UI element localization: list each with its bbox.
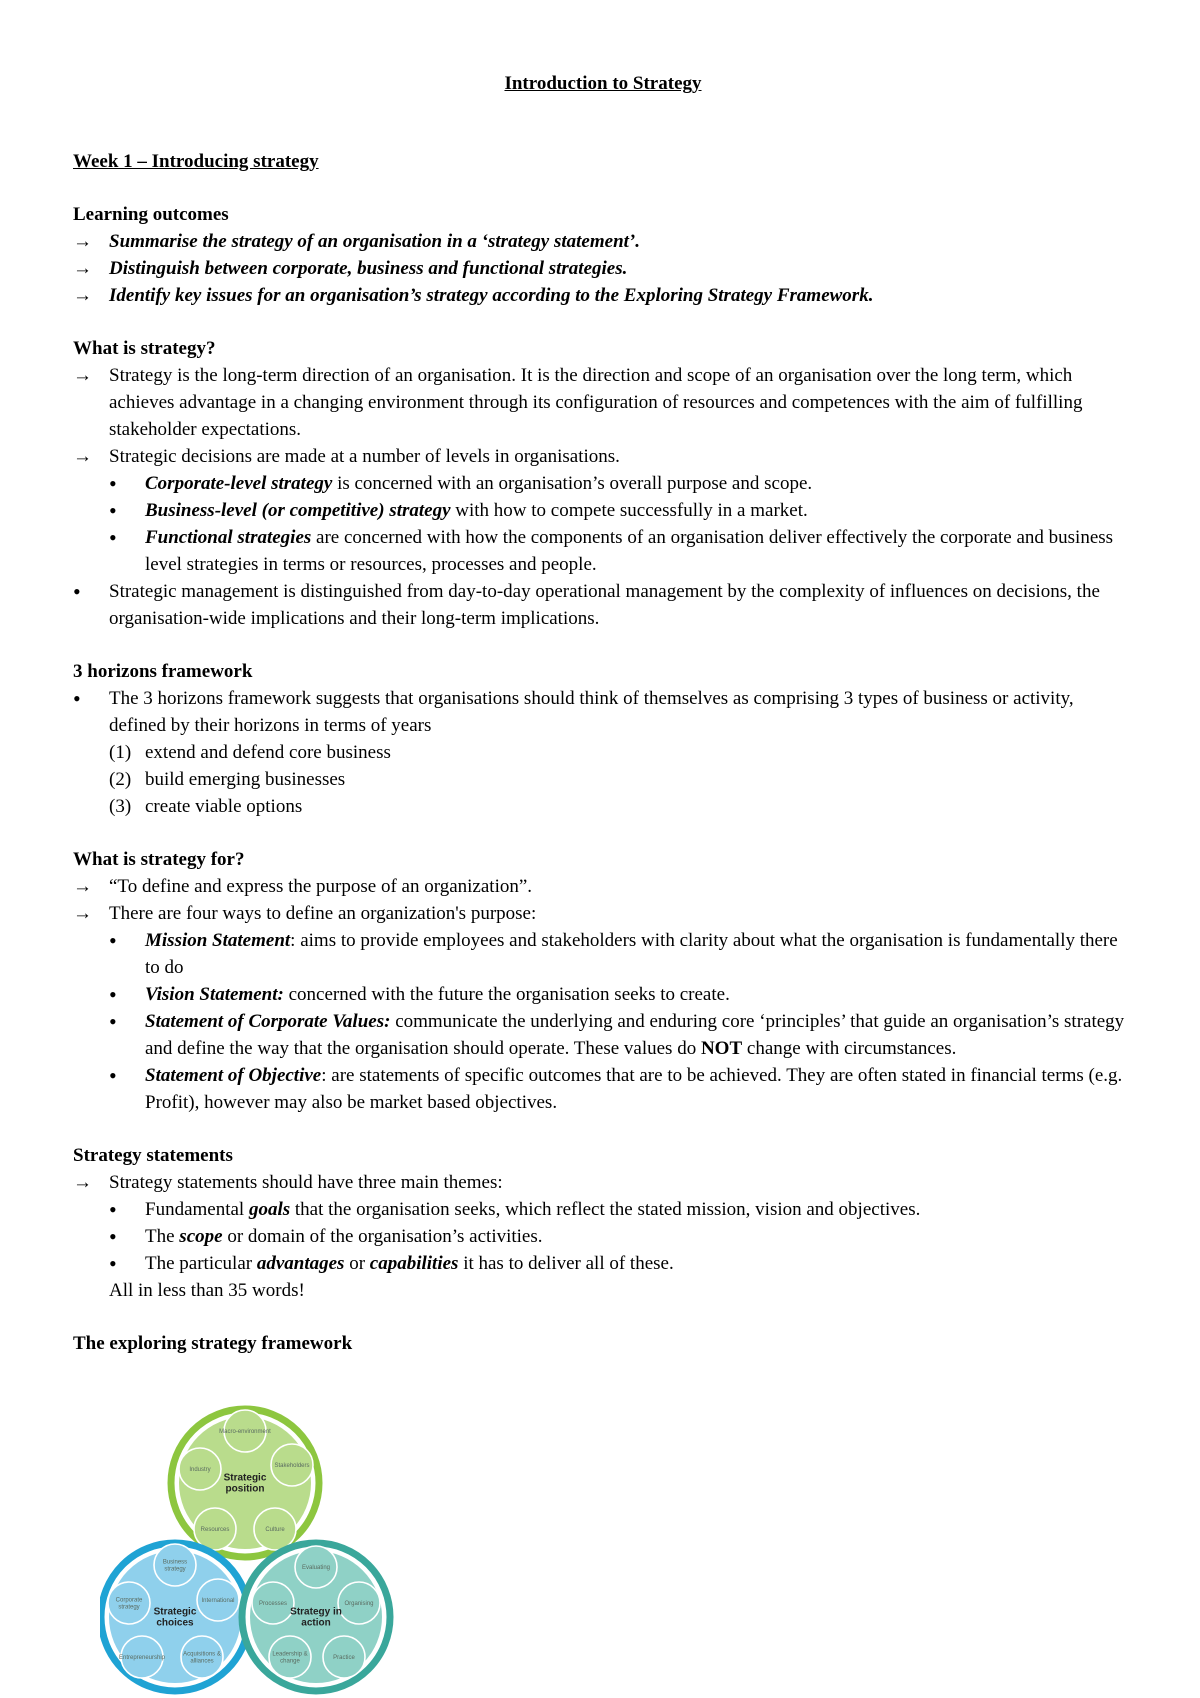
arrow-icon: →	[73, 258, 92, 279]
bullet-icon: •	[109, 1251, 117, 1276]
list-item: (2) build emerging businesses	[109, 769, 346, 790]
list-item: → “To define and express the purpose of an organization”.	[73, 873, 1133, 900]
list-item: (3) create viable options	[109, 796, 303, 817]
list-item: • Statement of Corporate Values: communicate the underlying and enduring core ‘principles’ that guide an organisation’s strategy and define the way that the organisation should operate. These values do NOT change with circumstances.	[109, 1009, 1125, 1059]
position-item-label: Stakeholders	[274, 1462, 310, 1469]
action-item-label: Organising	[344, 1600, 374, 1607]
list-item: • Strategic management is distinguished from day-to-day operational management by the complexity of influences on decisions, the organisation-wide implications and their long-term implications.	[73, 579, 1100, 629]
choices-item-label: Acquisitions & alliances	[183, 1651, 221, 1664]
list-item: → Distinguish between corporate, business and functional strategies.	[73, 255, 1133, 282]
list-item: → There are four ways to define an organization's purpose:	[73, 900, 1133, 927]
choices-item-label: Entrepreneurship	[118, 1654, 166, 1661]
bullet-icon: •	[109, 982, 117, 1007]
position-item-label: Macro-environment	[219, 1428, 271, 1435]
list-item: • The particular advantages or capabilities it has to deliver all of these.	[109, 1251, 674, 1276]
bullet-icon: •	[109, 1197, 117, 1222]
strategy-statements-section	[73, 1142, 1133, 1304]
section-heading: What is strategy?	[73, 338, 216, 359]
list-item: • Fundamental goals that the organisation seeks, which reflect the stated mission, vision and objectives.	[109, 1197, 921, 1222]
list-item: • Vision Statement: concerned with the future the organisation seeks to create.	[109, 982, 730, 1007]
learning-outcomes-section	[73, 201, 1133, 309]
bullet-icon: •	[109, 928, 117, 953]
action-item-label: Practice	[333, 1654, 355, 1661]
choices-item-label: Business strategy	[162, 1559, 188, 1572]
bullet-icon: •	[109, 525, 117, 550]
list-item: (1) extend and defend core business	[109, 742, 391, 763]
arrow-icon: →	[73, 876, 92, 897]
bullet-icon: •	[109, 471, 117, 496]
list-item: → Identify key issues for an organisation’s strategy according to the Exploring Strategy Framework.	[73, 282, 1133, 309]
section-heading: What is strategy for?	[73, 849, 245, 870]
bullet-icon: •	[109, 498, 117, 523]
arrow-icon: →	[73, 1172, 92, 1193]
arrow-icon: →	[73, 285, 92, 306]
choices-center-label: Strategic choices	[153, 1606, 197, 1629]
list-item: • The 3 horizons framework suggests that organisations should think of themselves as comprising 3 types of business or activity, defined by their horizons in terms of years	[73, 686, 1074, 736]
diagram-circles	[101, 1409, 390, 1691]
list-item: • Statement of Objective: are statements of specific outcomes that are to be achieved. They are often stated in financial terms (e.g. Profit), however may also be market based objectives.	[109, 1063, 1123, 1113]
section-heading: 3 horizons framework	[73, 661, 253, 682]
list-item: • Functional strategies are concerned with how the components of an organisation deliver effectively the corporate and business level strategies in terms or resources, processes and people.	[109, 525, 1114, 575]
section-heading: Strategy statements	[73, 1145, 233, 1166]
doc-title: Introduction to Strategy	[504, 73, 702, 94]
position-item-label: Resources	[200, 1526, 230, 1533]
arrow-icon: →	[73, 365, 92, 386]
bullet-icon: •	[109, 1009, 117, 1034]
strategy-levels-list	[73, 470, 1133, 578]
arrow-icon: →	[73, 446, 92, 467]
list-item: → Strategic decisions are made at a number of levels in organisations.	[73, 443, 1133, 470]
exploring-strategy-diagram	[100, 1405, 430, 1695]
list-item: → Strategy is the long-term direction of an organisation. It is the direction and scope of an organisation over the long term, which achieves advantage in a changing environment through its configuration of resources and competences with the aim of fulfilling stakeholder expectations.	[73, 362, 1133, 443]
list-item: • Business-level (or competitive) strategy with how to compete successfully in a market.	[109, 498, 808, 523]
list-item: → Strategy statements should have three main themes:	[73, 1169, 1133, 1196]
bullet-icon: •	[109, 1224, 117, 1249]
action-item-label: Processes	[258, 1600, 288, 1607]
arrow-icon: →	[73, 903, 92, 924]
week-heading: Week 1 – Introducing strategy	[73, 151, 319, 172]
purpose-list	[73, 927, 1133, 1116]
section-heading: Learning outcomes	[73, 204, 229, 225]
word-limit-note: All in less than 35 words!	[109, 1280, 305, 1301]
section-heading: The exploring strategy framework	[73, 1333, 353, 1354]
choices-item-label: Corporate strategy	[115, 1597, 143, 1610]
action-center-label: Strategy in action	[290, 1606, 342, 1629]
position-item-label: Industry	[189, 1466, 211, 1473]
action-item-label: Leadership & change	[272, 1651, 308, 1664]
horizons-list	[73, 739, 1133, 820]
what-is-strategy-section	[73, 335, 1133, 632]
list-item: • Corporate-level strategy is concerned with an organisation’s overall purpose and scope.	[109, 471, 813, 496]
list-item: • Mission Statement: aims to provide employees and stakeholders with clarity about what the organisation is fundamentally there to do	[109, 928, 1118, 978]
learning-outcomes-list	[73, 228, 1133, 309]
horizons-section	[73, 658, 1133, 820]
bullet-icon: •	[73, 686, 81, 711]
bullet-icon: •	[73, 579, 81, 604]
position-item-label: Culture	[265, 1526, 285, 1533]
document-page	[73, 70, 1133, 1357]
list-item: → Summarise the strategy of an organisation in a ‘strategy statement’.	[73, 228, 1133, 255]
arrow-icon: →	[73, 231, 92, 252]
bullet-icon: •	[109, 1063, 117, 1088]
themes-list	[73, 1196, 1133, 1277]
position-center-label: Strategic position	[223, 1472, 267, 1495]
action-item-label: Evaluating	[301, 1564, 331, 1571]
list-item: • The scope or domain of the organisation’s activities.	[109, 1224, 543, 1249]
choices-item-label: International	[201, 1597, 235, 1604]
strategy-for-section	[73, 846, 1133, 1116]
